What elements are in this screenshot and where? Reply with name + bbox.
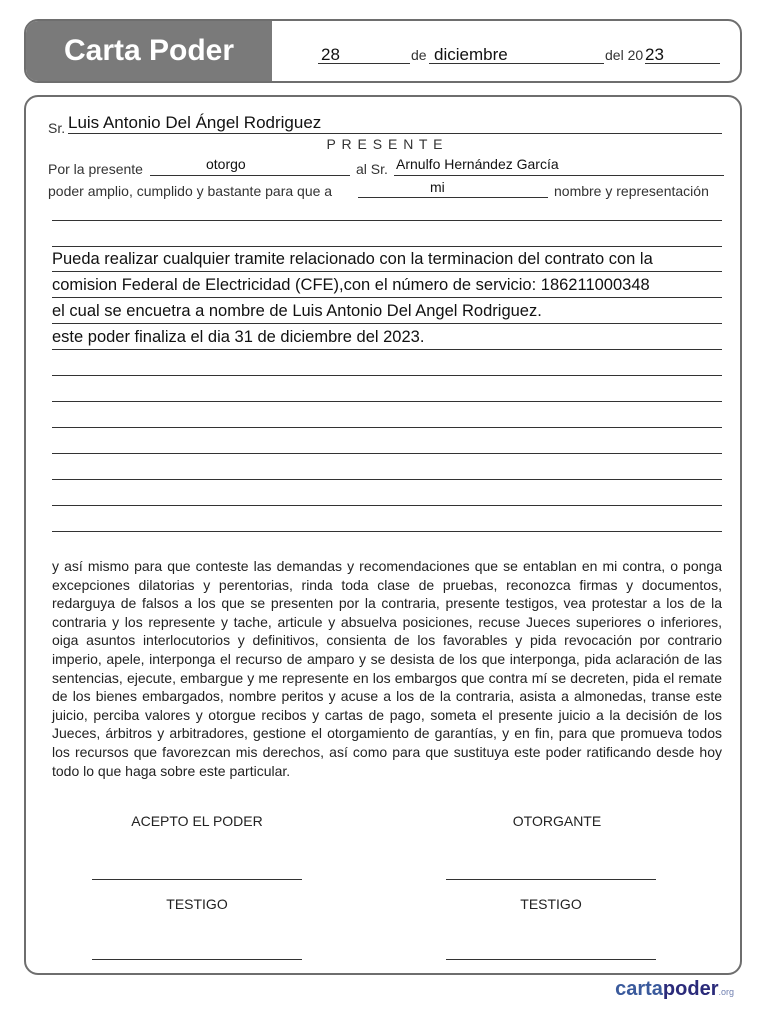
- body-line-2: comision Federal de Electricidad (CFE),con el número de servicio: 186211000348: [52, 276, 650, 294]
- writing-line: [52, 323, 722, 324]
- writing-line: [52, 271, 722, 272]
- date-month: diciembre: [434, 45, 508, 64]
- pronoun-line: [358, 197, 548, 198]
- writing-line: [52, 427, 722, 428]
- writing-line: [52, 531, 722, 532]
- header-box: [24, 19, 742, 83]
- writing-line: [52, 246, 722, 247]
- sig-label-otorgante: OTORGANTE: [512, 813, 602, 829]
- sig-line-otorgante: [446, 879, 656, 880]
- writing-line: [52, 479, 722, 480]
- sig-label-testigo-left: TESTIGO: [166, 896, 228, 912]
- power-label: poder amplio, cumplido y bastante para que a: [48, 183, 333, 199]
- verb-line: [150, 175, 350, 176]
- date-year-line: [645, 63, 720, 64]
- brand-logo: [615, 978, 734, 1001]
- by-label: Por la presente: [48, 161, 143, 177]
- recipient-prefix: Sr.: [48, 120, 66, 136]
- recipient-name: Luis Antonio Del Ángel Rodriguez: [68, 113, 322, 132]
- date-year: 23: [645, 45, 664, 64]
- writing-line: [52, 220, 722, 221]
- writing-line: [52, 297, 722, 298]
- writing-line: [52, 505, 722, 506]
- title-panel: [26, 21, 272, 81]
- writing-line: [52, 453, 722, 454]
- pronoun-value: mi: [430, 179, 445, 195]
- date-day: 28: [321, 45, 340, 64]
- writing-line: [52, 349, 722, 350]
- form-box: [24, 95, 742, 975]
- sig-label-acepto: ACEPTO EL PODER: [131, 813, 263, 829]
- date-month-line: [429, 63, 604, 64]
- verb-value: otorgo: [206, 156, 246, 172]
- body-line-3: el cual se encuetra a nombre de Luis Antonio Del Angel Rodriguez.: [52, 302, 542, 320]
- date-del-label: del 20: [605, 47, 644, 63]
- grantee-name: Arnulfo Hernández García: [396, 156, 559, 172]
- grantee-line: [394, 175, 724, 176]
- writing-line: [52, 401, 722, 402]
- brand-part1: carta: [615, 978, 663, 1000]
- presente-label: P R E S E N T E: [326, 136, 444, 152]
- representation-label: nombre y representación: [554, 183, 709, 199]
- sig-line-acepto: [92, 879, 302, 880]
- date-de-label: de: [411, 47, 427, 63]
- body-line-1: Pueda realizar cualquier tramite relacionado con la terminacion del contrato con la: [52, 250, 653, 268]
- writing-line: [52, 375, 722, 376]
- sig-label-testigo-right: TESTIGO: [520, 896, 582, 912]
- document-title: Carta Poder: [63, 34, 235, 67]
- recipient-line: [68, 133, 722, 134]
- legal-paragraph: y así mismo para que conteste las demandas y recomendaciones que se entablan en mi contra, o ponga excepciones dilatorias y perentorias, rinda toda clase de pruebas, reconozca firmas y documentos, redarguya de falsos a los que se presenten por la contraria, presente testigos, vea protestar a los de la contraria y los represente y tache, articule y absuelva posiciones, recuse Jueces superiores o inferiores, oiga asuntos interlocutorios y definitivos, consienta de los favorables y pida revocación por contrario imperio, apele, interponga el recurso de amparo y se desista de los que interponga, pida aclaración de las sentencias, ejecute, embargue y me represente en los embargos que contra mí se decreten, pida el remate de los bienes embargados, nombre peritos y acuse a los de la contraria, asista a almonedas, transe este juicio, perciba valores y otorgue recibos y cartas de pago, someta el presente juicio a la decisión de los Jueces, árbitros y arbitradores, gestione el otorgamiento de garantías, y en fin, para que promueva todos los recursos que favorezcan mis derechos, así como para que sustituya este poder ratificando desde hoy todo lo que haga sobre este particular.: [52, 558, 722, 779]
- sig-line-testigo-left: [92, 959, 302, 960]
- brand-suffix: .org: [718, 987, 734, 997]
- date-day-line: [318, 63, 410, 64]
- sig-line-testigo-right: [446, 959, 656, 960]
- body-line-4: este poder finaliza el dia 31 de diciembre del 2023.: [52, 328, 425, 346]
- brand-part2: poder: [662, 978, 719, 1000]
- to-label: al Sr.: [356, 161, 388, 177]
